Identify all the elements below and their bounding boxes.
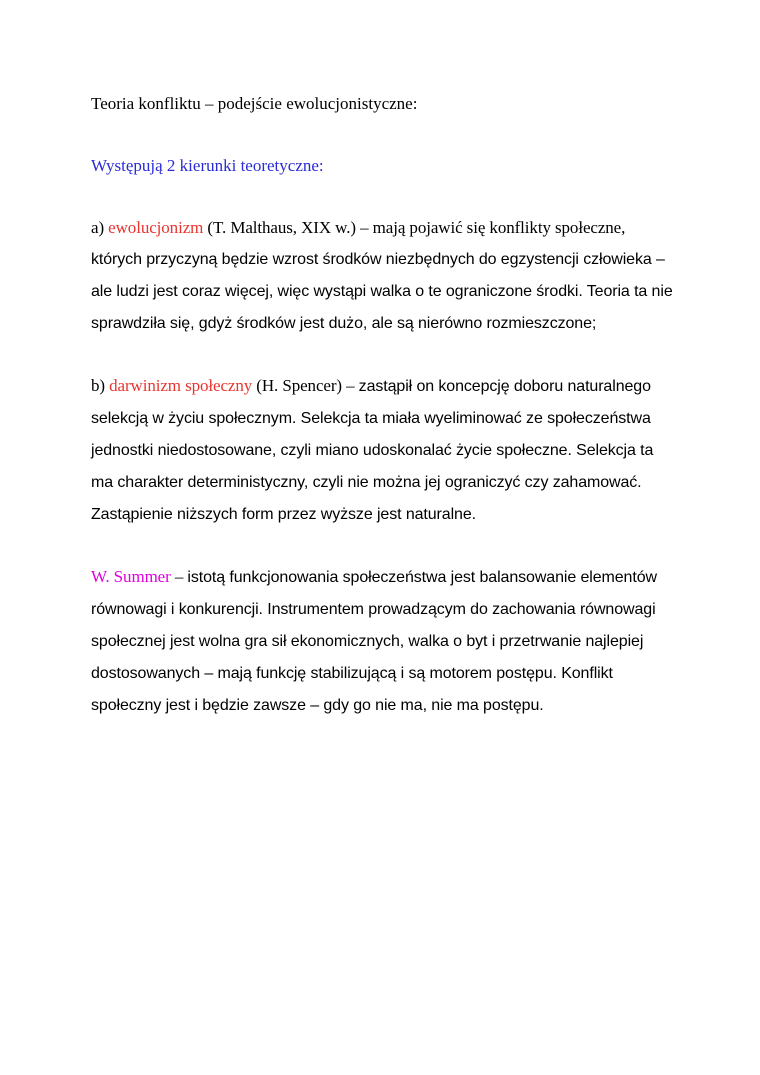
section-intro: Występują 2 kierunki teoretyczne: (91, 156, 324, 175)
document-title: Teoria konfliktu – podejście ewolucjonistyczne: (91, 94, 418, 113)
document-content (91, 88, 676, 752)
paragraph-social-darwinism (91, 370, 676, 530)
term-summer: W. Summer (91, 567, 171, 586)
item-prefix: b) (91, 376, 110, 395)
attribution-spencer: (H. Spencer) – (252, 376, 359, 395)
paragraph-evolutionism (91, 212, 676, 339)
evolutionism-description: których przyczyną będzie wzrost środków niezbędnych do egzystencji człowieka – ale ludzi jest coraz więcej, więc wystąpi walka o te ograniczone środki. Teoria ta nie sprawdziła się, gdyż środków jest dużo, ale są nierówno rozmieszczone; (91, 251, 673, 332)
summer-description: istotą funkcjonowania społeczeństwa jest balansowanie elementów równowagi i konkurencji. Instrumentem prowadzącym do zachowania równowagi społecznej jest wolna gra sił ekonomicznych, walka o byt i przetrwanie najlepiej dostosowanych – mają funkcję stabilizującą i są motorem postępu. Konflikt społeczny jest i będzie zawsze – gdy go nie ma, nie ma postępu. (91, 569, 657, 714)
social-darwinism-description: zastąpił on koncepcję doboru naturalnego selekcją w życiu społecznym. Selekcja ta miała wyeliminować ze społeczeństwa jednostki niedostosowane, czyli miano udoskonalać życie społeczne. Selekcja ta ma charakter deterministyczny, czyli nie można jej ograniczyć czy zahamować. Zastąpienie niższych form przez wyższe jest naturalne. (91, 378, 654, 523)
term-social-darwinism: darwinizm społeczny (109, 376, 253, 395)
paragraph-summer (91, 561, 676, 721)
term-evolutionism: ewolucjonizm (108, 218, 204, 237)
item-prefix: a) (91, 218, 109, 237)
summer-dash: – (170, 567, 188, 586)
attribution-malthus: (T. Malthaus, XIX w.) – mają pojawić się konflikty społeczne, (203, 218, 626, 237)
